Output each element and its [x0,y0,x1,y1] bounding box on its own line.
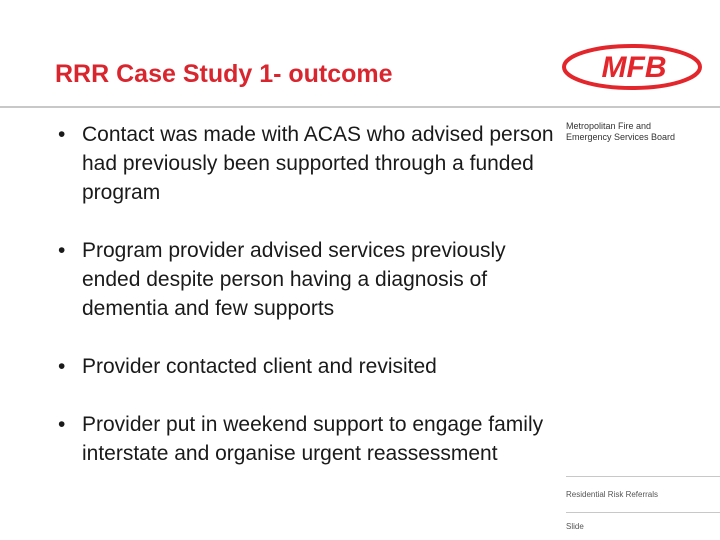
logo-text: MFB [601,51,667,84]
org-name-line-2: Emergency Services Board [566,132,676,142]
title-divider [0,106,720,108]
bullet-list [54,120,554,497]
bullet-text: Provider contacted client and revisited [82,355,437,378]
bullet-item [54,410,554,468]
bullet-dot: • [58,123,66,146]
footer-divider-bottom [566,512,720,513]
footer-slide-label: Slide [566,522,584,531]
bullet-dot: • [58,413,66,436]
bullet-item [54,120,554,207]
footer-section-label: Residential Risk Referrals [566,490,659,499]
bullet-text: Program provider advised services previously ended despite person having a diagnosis of dementia and few supports [82,239,506,320]
bullet-item [54,352,554,381]
organisation-name [566,121,716,143]
bullet-item [54,236,554,323]
mfb-logo [560,42,705,92]
bullet-dot: • [58,355,66,378]
bullet-text: Provider put in weekend support to engage family interstate and organise urgent reassessment [82,413,544,465]
bullet-text: Contact was made with ACAS who advised person had previously been supported through a funded program [82,123,554,204]
footer-divider-top [566,476,720,477]
org-name-line-1: Metropolitan Fire and [566,121,652,131]
bullet-dot: • [58,239,66,262]
slide-title: RRR Case Study 1- outcome [55,60,393,88]
